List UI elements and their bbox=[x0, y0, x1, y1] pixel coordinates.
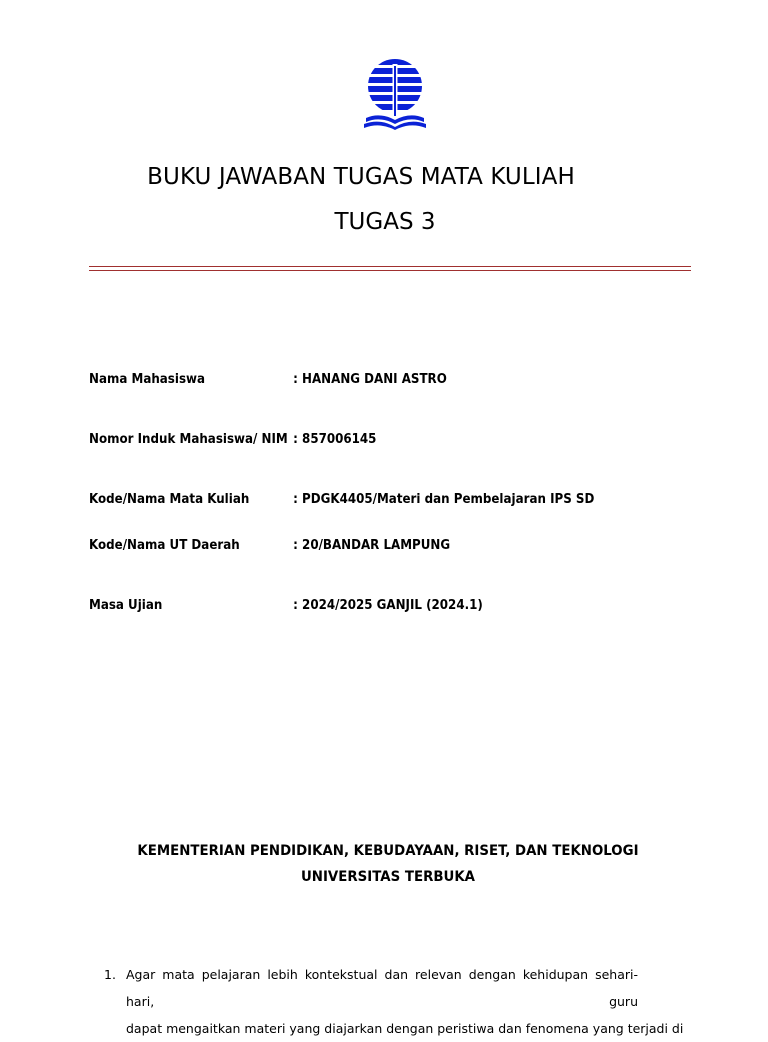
field-label: Masa Ujian bbox=[89, 597, 163, 613]
question-text-line-2: dapat mengaitkan materi yang diajarkan dengan peristiwa dan fenomena yang terjadi di bbox=[126, 1021, 684, 1036]
field-ut-daerah bbox=[89, 537, 450, 553]
field-label: Kode/Nama UT Daerah bbox=[89, 537, 240, 553]
field-label: Kode/Nama Mata Kuliah bbox=[89, 491, 250, 507]
question-text-line-1: Agar mata pelajaran lebih kontekstual dan relevan dengan kehidupan sehari-hari, guru bbox=[126, 967, 638, 1009]
question-item bbox=[104, 961, 684, 1042]
field-label: Nomor Induk Mahasiswa/ NIM bbox=[89, 431, 288, 447]
field-nama-mahasiswa bbox=[89, 371, 447, 387]
universitas-terbuka-logo-icon bbox=[362, 56, 428, 130]
document-subtitle: TUGAS 3 bbox=[334, 209, 436, 235]
field-value: : PDGK4405/Materi dan Pembelajaran IPS SD bbox=[293, 491, 595, 507]
field-nim bbox=[89, 431, 376, 447]
field-mata-kuliah bbox=[89, 491, 594, 507]
divider-rule-top bbox=[89, 266, 691, 267]
field-masa-ujian bbox=[89, 597, 483, 613]
field-value: : HANANG DANI ASTRO bbox=[293, 371, 447, 387]
field-value: : 20/BANDAR LAMPUNG bbox=[293, 537, 451, 553]
divider-rule-bottom bbox=[89, 270, 691, 271]
institution-ministry: KEMENTERIAN PENDIDIKAN, KEBUDAYAAN, RISET, DAN TEKNOLOGI bbox=[137, 843, 639, 859]
question-number: 1. bbox=[104, 967, 116, 982]
field-label: Nama Mahasiswa bbox=[89, 371, 206, 387]
field-value: : 857006145 bbox=[293, 431, 377, 447]
institution-university: UNIVERSITAS TERBUKA bbox=[300, 869, 476, 885]
field-value: : 2024/2025 GANJIL (2024.1) bbox=[293, 597, 483, 613]
document-title: BUKU JAWABAN TUGAS MATA KULIAH bbox=[147, 164, 575, 190]
